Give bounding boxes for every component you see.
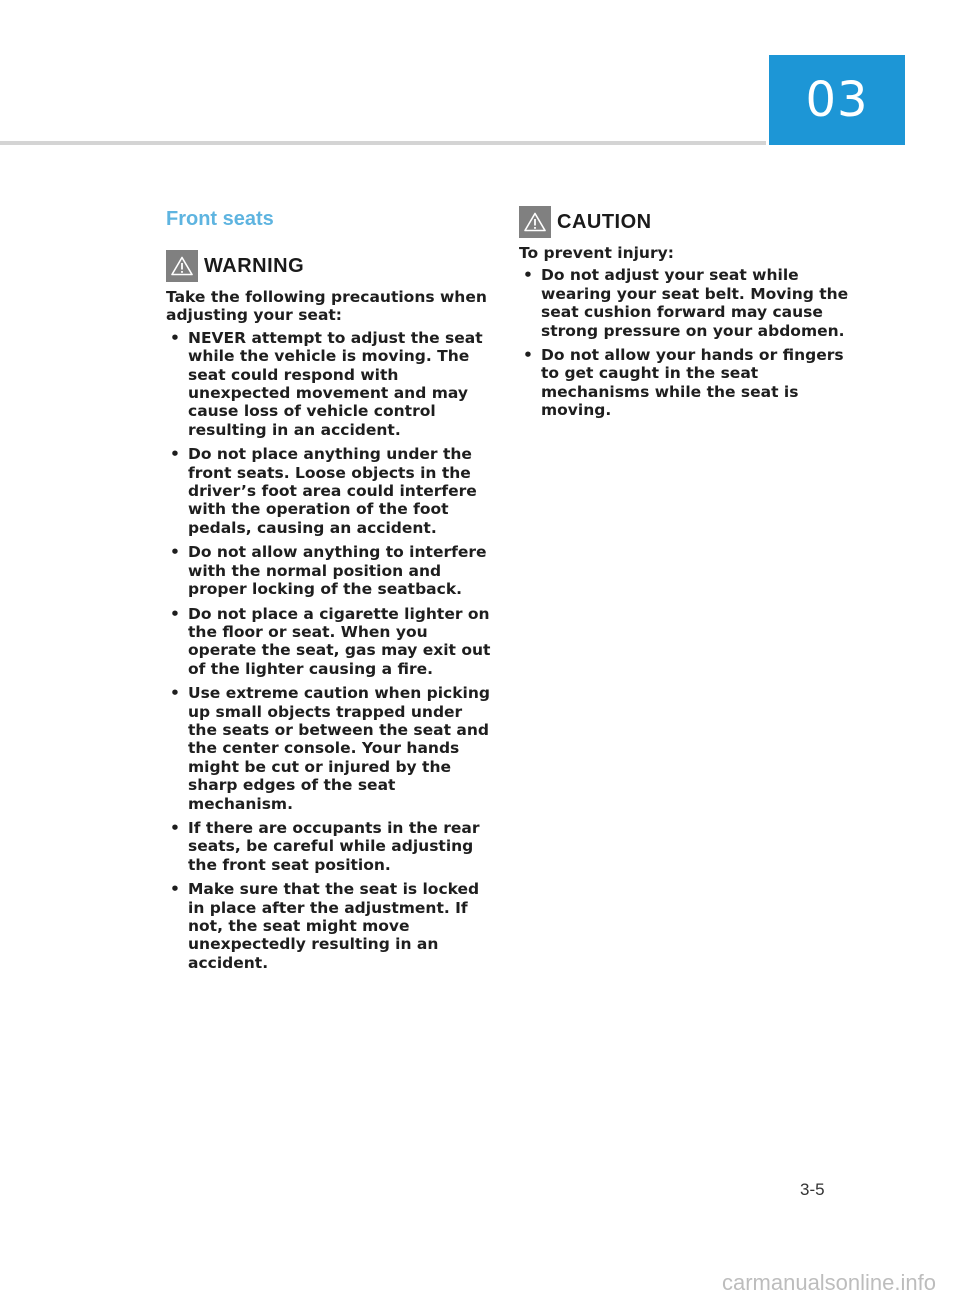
caution-list (519, 266, 849, 419)
list-item (166, 445, 496, 537)
list-item (519, 346, 849, 420)
warning-triangle-icon (166, 250, 198, 282)
left-column (166, 206, 496, 978)
list-item (166, 880, 496, 972)
caution-intro: To prevent injury: (519, 244, 674, 262)
list-item-text: Make sure that the seat is locked in place after the adjustment. If not, the seat might move unexpectedly resulting in an accident. (188, 880, 480, 972)
bullet-icon: • (523, 266, 533, 285)
section-title: Front seats (166, 208, 274, 230)
site-watermark: carmanualsonline.info (721, 1270, 936, 1295)
bullet-icon: • (170, 543, 180, 562)
bullet-icon: • (170, 818, 180, 837)
list-item (166, 329, 496, 439)
caution-heading (519, 206, 849, 238)
list-item-text: Do not allow anything to interfere with the normal position and proper locking of the seatback. (188, 543, 487, 599)
bullet-icon: • (170, 604, 180, 623)
list-item-text: NEVER attempt to adjust the seat while the vehicle is moving. The seat could respond with unexpected movement and may cause loss of vehicle control resulting in an accident. (188, 328, 483, 439)
list-item-text: If there are occupants in the rear seats, be careful while adjusting the front seat position. (188, 818, 480, 874)
page-number: 3-5 (800, 1180, 825, 1199)
list-item (166, 605, 496, 679)
list-item-text: Use extreme caution when picking up small objects trapped under the seats or between the seat and the center console. Your hands might be cut or injured by the sharp edges of the seat mechanism. (188, 684, 490, 813)
caution-title: CAUTION (557, 210, 652, 233)
bullet-icon: • (170, 684, 180, 703)
list-item (166, 684, 496, 813)
list-item-text: Do not place anything under the front seats. Loose objects in the driver’s foot area could interfere with the operation of the foot pedals, causing an accident. (188, 445, 477, 537)
list-item-text: Do not adjust your seat while wearing your seat belt. Moving the seat cushion forward may cause strong pressure on your abdomen. (541, 266, 849, 340)
header-divider (0, 141, 766, 145)
warning-title: WARNING (204, 254, 305, 277)
bullet-icon: • (523, 346, 533, 365)
right-column (519, 206, 849, 426)
list-item (519, 266, 849, 340)
list-item (166, 819, 496, 874)
bullet-icon: • (170, 328, 180, 347)
bullet-icon: • (170, 445, 180, 464)
warning-heading (166, 250, 496, 282)
list-item-text: Do not allow your hands or fingers to get caught in the seat mechanisms while the seat is moving. (541, 346, 844, 420)
list-item-text: Do not place a cigarette lighter on the floor or seat. When you operate the seat, gas may exit out of the lighter causing a fire. (188, 604, 491, 678)
bullet-icon: • (170, 880, 180, 899)
warning-intro: Take the following precautions when adjusting your seat: (166, 288, 487, 325)
list-item (166, 543, 496, 598)
chapter-number-tab: 03 (769, 55, 905, 145)
caution-triangle-icon (519, 206, 551, 238)
warning-list (166, 329, 496, 972)
